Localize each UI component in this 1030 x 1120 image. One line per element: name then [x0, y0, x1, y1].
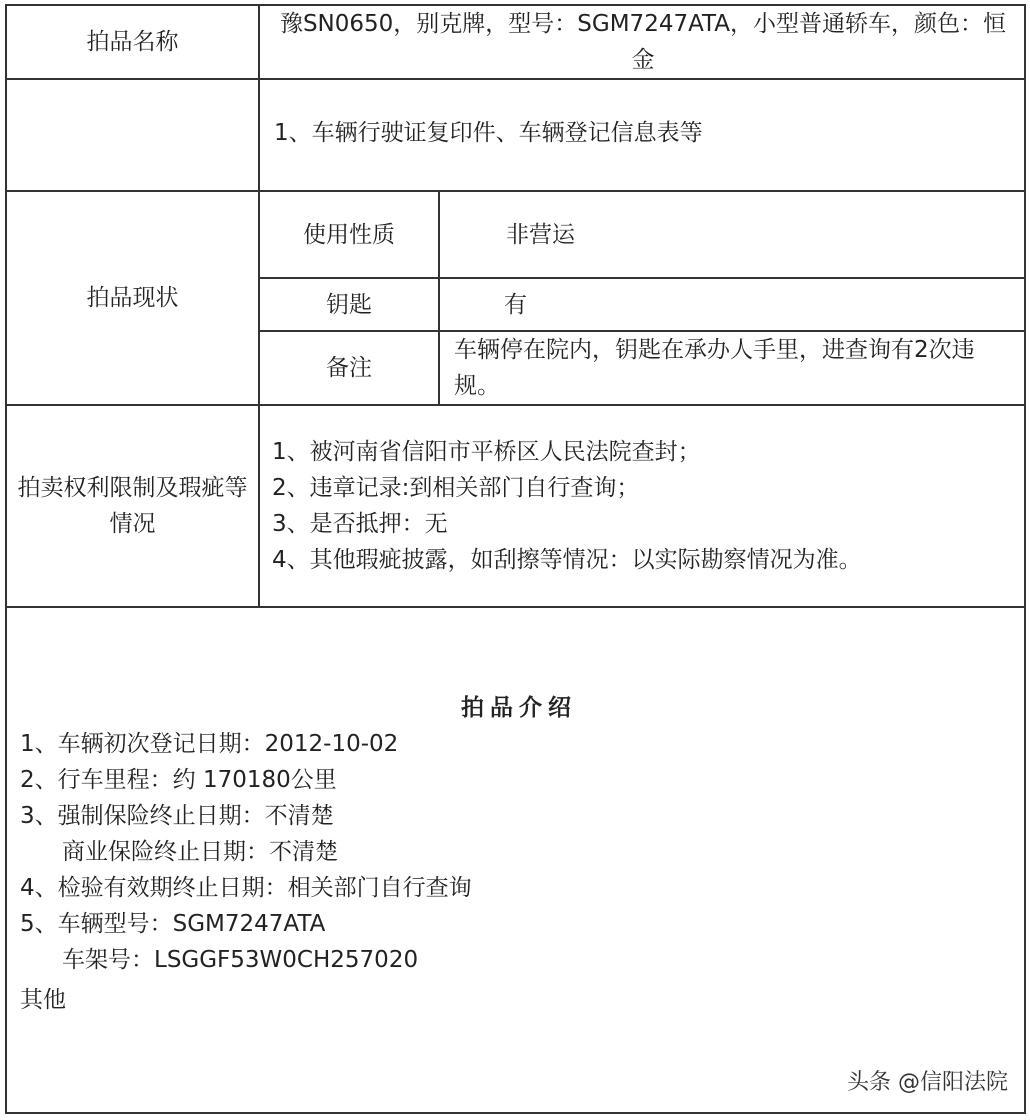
intro-title: 拍品介绍 — [461, 695, 577, 721]
restriction-item: 4、其他瑕疵披露，如刮擦等情况：以实际勘察情况为准。 — [272, 547, 862, 573]
documents-label — [7, 80, 258, 190]
intro-line: 1、车辆初次登记日期：2012-10-02 — [20, 731, 399, 757]
intro-line: 4、检验有效期终止日期：相关部门自行查询 — [20, 875, 472, 901]
restrictions-label: 拍卖权利限制及瑕疵等情况 — [17, 475, 248, 537]
intro-line: 其他 — [20, 987, 66, 1013]
intro-line: 2、行车里程：约 170180公里 — [20, 767, 337, 793]
intro-line: 3、强制保险终止日期：不清楚 — [20, 803, 334, 829]
item-name-value: 豫SN0650，别克牌，型号：SGM7247ATA，小型普通轿车，颜色：恒金 — [279, 11, 1007, 73]
key-value: 有 — [504, 291, 527, 318]
item-name-label: 拍品名称 — [86, 29, 179, 55]
intro-line: 车架号：LSGGF53W0CH257020 — [62, 947, 419, 973]
table-border-right — [1024, 4, 1026, 1114]
watermark: 头条 @信阳法院 — [847, 1070, 1008, 1095]
intro-line: 商业保险终止日期：不清楚 — [62, 839, 338, 865]
remarks-value: 车辆停在院内，钥匙在承办人手里，进查询有2次违规。 — [454, 337, 975, 399]
item-status-label: 拍品现状 — [86, 285, 179, 311]
remarks-label: 备注 — [326, 355, 372, 381]
intro-line: 5、车辆型号：SGM7247ATA — [20, 911, 326, 937]
table-border-bottom — [5, 1112, 1026, 1114]
restrictions-list — [262, 406, 1024, 606]
item-introduction — [20, 690, 1000, 1018]
documents-value: 1、车辆行驶证复印件、车辆登记信息表等 — [274, 120, 703, 146]
restriction-item: 3、是否抵押：无 — [272, 511, 448, 537]
usage-nature-value: 非营运 — [506, 221, 575, 248]
restriction-item: 1、被河南省信阳市平桥区人民法院查封； — [272, 439, 701, 465]
restriction-item: 2、违章记录:到相关部门自行查询； — [272, 475, 640, 501]
usage-nature-label: 使用性质 — [303, 221, 395, 248]
key-label: 钥匙 — [326, 291, 372, 318]
row-divider-4 — [5, 606, 1026, 608]
